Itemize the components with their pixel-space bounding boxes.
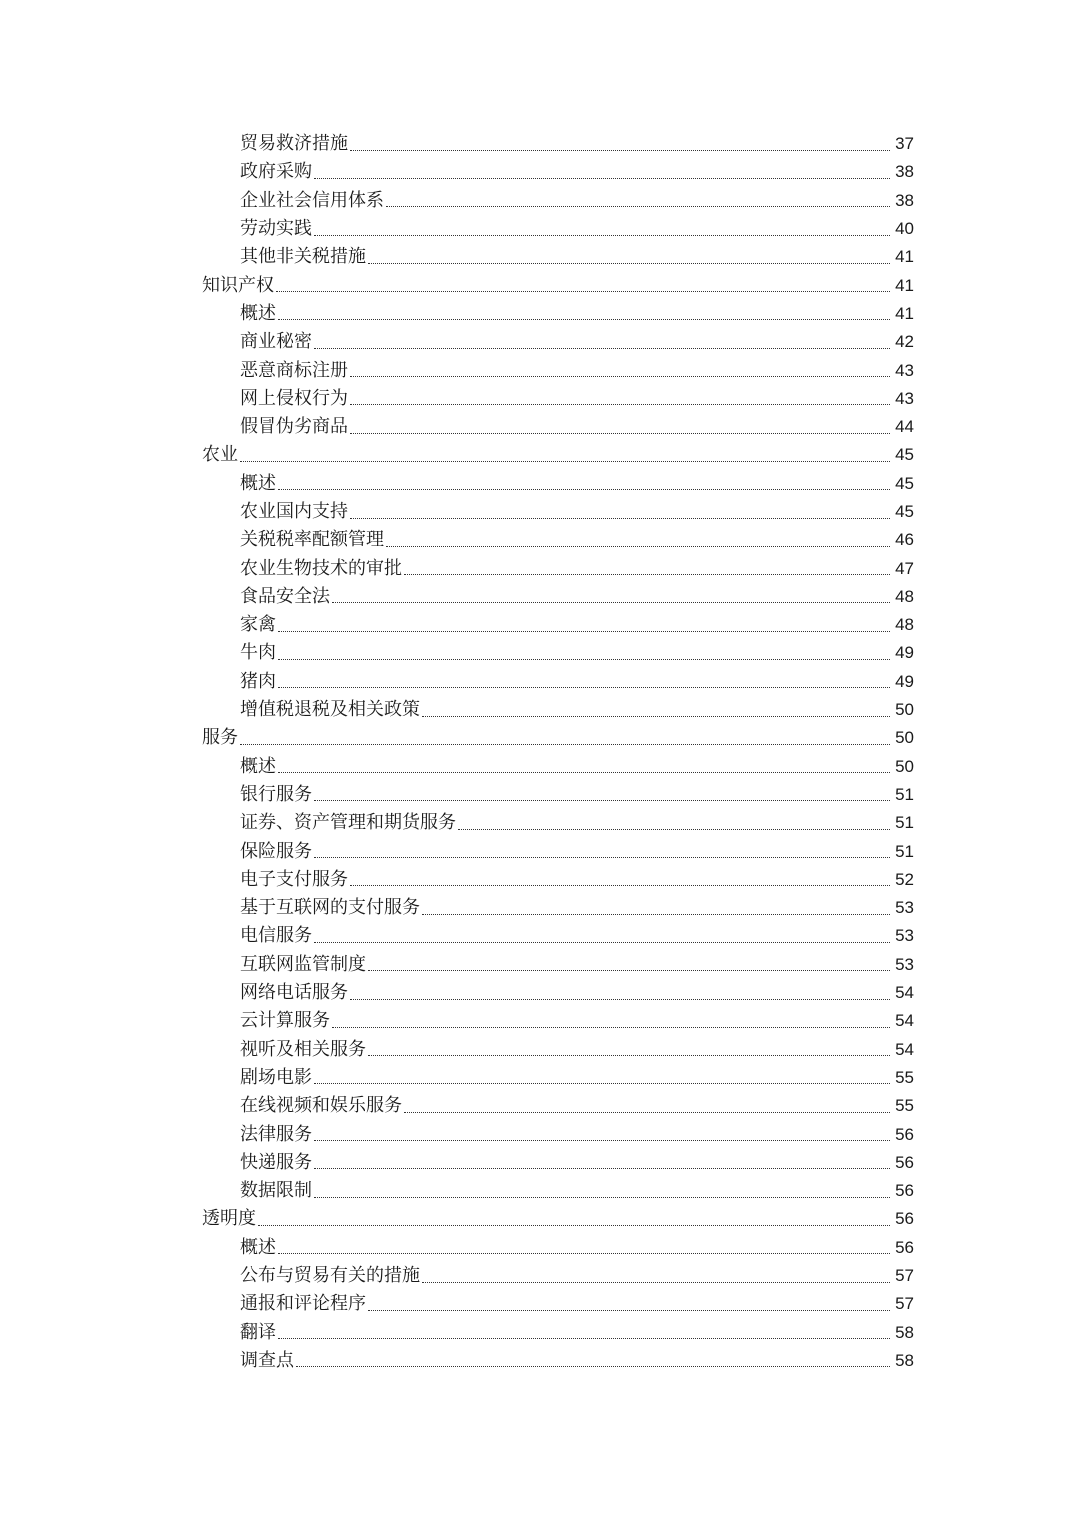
toc-entry-title: 法律服务 bbox=[240, 1123, 312, 1145]
toc-subsection-entry[interactable] bbox=[0, 1064, 1080, 1092]
toc-subsection-entry[interactable] bbox=[0, 1318, 1080, 1346]
toc-dot-leader bbox=[368, 1310, 890, 1311]
toc-entry-title: 概述 bbox=[240, 1236, 276, 1258]
toc-page-number: 49 bbox=[895, 643, 914, 663]
toc-page-number: 56 bbox=[895, 1181, 914, 1201]
toc-entry-title: 证券、资产管理和期货服务 bbox=[240, 812, 456, 834]
toc-page-number: 53 bbox=[895, 898, 914, 918]
toc-entry-title: 农业国内支持 bbox=[240, 501, 348, 522]
toc-subsection-entry[interactable] bbox=[0, 243, 1080, 271]
toc-entry-title: 恶意商标注册 bbox=[240, 359, 348, 381]
toc-page-number: 41 bbox=[895, 303, 914, 323]
table-of-contents bbox=[0, 130, 1080, 1375]
toc-subsection-entry[interactable] bbox=[0, 1092, 1080, 1120]
toc-subsection-entry[interactable] bbox=[0, 187, 1080, 215]
toc-dot-leader bbox=[314, 1168, 890, 1169]
toc-dot-leader bbox=[350, 404, 890, 405]
toc-page-number: 37 bbox=[895, 134, 914, 154]
toc-dot-leader bbox=[386, 206, 890, 207]
toc-dot-leader bbox=[404, 1112, 890, 1113]
toc-subsection-entry[interactable] bbox=[0, 951, 1080, 979]
toc-page-number: 45 bbox=[895, 445, 914, 465]
toc-dot-leader bbox=[278, 319, 890, 320]
toc-page-number: 48 bbox=[895, 586, 914, 606]
toc-dot-leader bbox=[314, 235, 890, 236]
toc-page-number: 40 bbox=[895, 219, 914, 239]
toc-page-number: 49 bbox=[895, 671, 914, 691]
toc-entry-title: 网上侵权行为 bbox=[240, 387, 348, 409]
toc-entry-title: 政府采购 bbox=[240, 161, 312, 183]
toc-dot-leader bbox=[278, 1253, 890, 1254]
toc-section-entry[interactable] bbox=[0, 441, 1080, 469]
toc-entry-title: 食品安全法 bbox=[240, 585, 330, 607]
toc-entry-title: 家禽 bbox=[240, 614, 276, 636]
toc-page-number: 47 bbox=[895, 558, 914, 578]
toc-subsection-entry[interactable] bbox=[0, 1347, 1080, 1375]
toc-entry-title: 服务 bbox=[202, 727, 238, 749]
toc-dot-leader bbox=[240, 744, 890, 745]
toc-subsection-entry[interactable] bbox=[0, 1036, 1080, 1064]
toc-page-number: 51 bbox=[895, 841, 914, 861]
toc-subsection-entry[interactable] bbox=[0, 979, 1080, 1007]
toc-entry-title: 假冒伪劣商品 bbox=[240, 416, 348, 438]
toc-page-number: 42 bbox=[895, 332, 914, 352]
toc-section-entry[interactable] bbox=[0, 724, 1080, 752]
toc-subsection-entry[interactable] bbox=[0, 668, 1080, 696]
toc-entry-title: 农业生物技术的审批 bbox=[240, 557, 402, 579]
toc-entry-title: 知识产权 bbox=[202, 274, 274, 296]
toc-page-number: 43 bbox=[895, 360, 914, 380]
toc-page-number: 38 bbox=[895, 162, 914, 182]
toc-page-number: 50 bbox=[895, 700, 914, 720]
toc-entry-title: 企业社会信用体系 bbox=[240, 189, 384, 211]
toc-dot-leader bbox=[332, 602, 890, 603]
toc-page-number: 45 bbox=[895, 473, 914, 493]
toc-page-number: 54 bbox=[895, 1011, 914, 1031]
toc-dot-leader bbox=[314, 348, 890, 349]
toc-subsection-entry[interactable] bbox=[0, 583, 1080, 611]
toc-entry-title: 调查点 bbox=[240, 1349, 294, 1371]
toc-entry-title: 翻译 bbox=[240, 1321, 276, 1343]
toc-entry-title: 概述 bbox=[240, 472, 276, 494]
toc-entry-title: 增值税退税及相关政策 bbox=[240, 699, 420, 721]
toc-subsection-entry[interactable] bbox=[0, 130, 1080, 158]
toc-subsection-entry[interactable] bbox=[0, 837, 1080, 865]
toc-page-number: 41 bbox=[895, 247, 914, 267]
toc-entry-title: 猪肉 bbox=[240, 670, 276, 692]
toc-dot-leader bbox=[350, 999, 890, 1000]
toc-dot-leader bbox=[314, 1140, 890, 1141]
toc-entry-title: 关税税率配额管理 bbox=[240, 529, 384, 551]
toc-entry-title: 剧场电影 bbox=[240, 1066, 312, 1088]
toc-dot-leader bbox=[278, 772, 890, 773]
toc-entry-title: 其他非关税措施 bbox=[240, 246, 366, 268]
toc-subsection-entry[interactable] bbox=[0, 526, 1080, 554]
toc-entry-title: 牛肉 bbox=[240, 642, 276, 664]
toc-page-number: 55 bbox=[895, 1096, 914, 1116]
toc-dot-leader bbox=[314, 942, 890, 943]
toc-subsection-entry[interactable] bbox=[0, 1262, 1080, 1290]
toc-entry-title: 视听及相关服务 bbox=[240, 1038, 366, 1060]
toc-entry-title: 农业 bbox=[202, 444, 238, 466]
toc-dot-leader bbox=[332, 1027, 890, 1028]
toc-page-number: 50 bbox=[895, 756, 914, 776]
toc-subsection-entry[interactable] bbox=[0, 1149, 1080, 1177]
toc-dot-leader bbox=[368, 970, 890, 971]
toc-page-number: 50 bbox=[895, 728, 914, 748]
toc-dot-leader bbox=[278, 687, 890, 688]
toc-entry-title: 劳动实践 bbox=[240, 218, 312, 240]
toc-dot-leader bbox=[404, 574, 890, 575]
toc-entry-title: 数据限制 bbox=[240, 1180, 312, 1202]
toc-entry-title: 快递服务 bbox=[240, 1151, 312, 1173]
toc-dot-leader bbox=[422, 1282, 890, 1283]
toc-entry-title: 商业秘密 bbox=[240, 331, 312, 353]
toc-page-number: 44 bbox=[895, 417, 914, 437]
toc-dot-leader bbox=[422, 914, 890, 915]
toc-subsection-entry[interactable] bbox=[0, 1177, 1080, 1205]
toc-entry-title: 网络电话服务 bbox=[240, 982, 348, 1004]
toc-entry-title: 云计算服务 bbox=[240, 1010, 330, 1032]
toc-dot-leader bbox=[240, 461, 890, 462]
toc-dot-leader bbox=[386, 546, 890, 547]
toc-page-number: 54 bbox=[895, 983, 914, 1003]
toc-entry-title: 概述 bbox=[240, 755, 276, 777]
toc-page-number: 56 bbox=[895, 1124, 914, 1144]
toc-subsection-entry[interactable] bbox=[0, 356, 1080, 384]
toc-dot-leader bbox=[278, 489, 890, 490]
toc-subsection-entry[interactable] bbox=[0, 1007, 1080, 1035]
toc-page-number: 54 bbox=[895, 1039, 914, 1059]
toc-page-number: 43 bbox=[895, 388, 914, 408]
toc-dot-leader bbox=[258, 1225, 890, 1226]
toc-subsection-entry[interactable] bbox=[0, 1234, 1080, 1262]
toc-dot-leader bbox=[350, 376, 890, 377]
toc-subsection-entry[interactable] bbox=[0, 498, 1080, 526]
toc-subsection-entry[interactable] bbox=[0, 413, 1080, 441]
toc-page-number: 38 bbox=[895, 190, 914, 210]
toc-subsection-entry[interactable] bbox=[0, 866, 1080, 894]
toc-entry-title: 透明度 bbox=[202, 1208, 256, 1230]
toc-dot-leader bbox=[350, 150, 890, 151]
toc-entry-title: 保险服务 bbox=[240, 840, 312, 862]
toc-entry-title: 基于互联网的支付服务 bbox=[240, 897, 420, 919]
toc-subsection-entry[interactable] bbox=[0, 385, 1080, 413]
toc-entry-title: 通报和评论程序 bbox=[240, 1293, 366, 1315]
toc-subsection-entry[interactable] bbox=[0, 215, 1080, 243]
toc-dot-leader bbox=[278, 1338, 890, 1339]
toc-page-number: 58 bbox=[895, 1322, 914, 1342]
toc-subsection-entry[interactable] bbox=[0, 894, 1080, 922]
toc-subsection-entry[interactable] bbox=[0, 696, 1080, 724]
toc-dot-leader bbox=[276, 291, 890, 292]
toc-entry-title: 公布与贸易有关的措施 bbox=[240, 1265, 420, 1287]
toc-dot-leader bbox=[314, 178, 890, 179]
toc-dot-leader bbox=[458, 829, 890, 830]
toc-page-number: 45 bbox=[895, 502, 914, 521]
toc-section-entry[interactable] bbox=[0, 271, 1080, 299]
toc-page-number: 51 bbox=[895, 813, 914, 833]
toc-entry-title: 概述 bbox=[240, 302, 276, 324]
toc-subsection-entry[interactable] bbox=[0, 1120, 1080, 1148]
toc-page-number: 56 bbox=[895, 1152, 914, 1172]
toc-page-number: 57 bbox=[895, 1266, 914, 1286]
toc-dot-leader bbox=[314, 1083, 890, 1084]
toc-subsection-entry[interactable] bbox=[0, 554, 1080, 582]
toc-dot-leader bbox=[314, 800, 890, 801]
toc-dot-leader bbox=[296, 1366, 890, 1367]
toc-entry-title: 电信服务 bbox=[240, 925, 312, 947]
toc-dot-leader bbox=[350, 885, 890, 886]
toc-page-number: 57 bbox=[895, 1294, 914, 1314]
toc-entry-title: 贸易救济措施 bbox=[240, 133, 348, 155]
toc-page-number: 53 bbox=[895, 926, 914, 946]
toc-subsection-entry[interactable] bbox=[0, 809, 1080, 837]
toc-entry-title: 在线视频和娱乐服务 bbox=[240, 1095, 402, 1117]
toc-page-number: 52 bbox=[895, 869, 914, 889]
toc-page-number: 58 bbox=[895, 1350, 914, 1370]
toc-subsection-entry[interactable] bbox=[0, 328, 1080, 356]
toc-dot-leader bbox=[368, 1055, 890, 1056]
toc-entry-title: 银行服务 bbox=[240, 783, 312, 805]
toc-dot-leader bbox=[314, 1197, 890, 1198]
toc-dot-leader bbox=[278, 659, 890, 660]
toc-section-entry[interactable] bbox=[0, 1205, 1080, 1233]
toc-dot-leader bbox=[368, 263, 890, 264]
toc-dot-leader bbox=[278, 631, 890, 632]
toc-entry-title: 互联网监管制度 bbox=[240, 953, 366, 975]
toc-page-number: 55 bbox=[895, 1067, 914, 1087]
toc-subsection-entry[interactable] bbox=[0, 158, 1080, 186]
toc-entry-title: 电子支付服务 bbox=[240, 868, 348, 890]
toc-page-number: 51 bbox=[895, 784, 914, 804]
toc-page-number: 56 bbox=[895, 1209, 914, 1229]
toc-page-number: 41 bbox=[895, 275, 914, 295]
toc-dot-leader bbox=[350, 433, 890, 434]
toc-subsection-entry[interactable] bbox=[0, 753, 1080, 781]
toc-dot-leader bbox=[422, 716, 890, 717]
toc-page-number: 53 bbox=[895, 954, 914, 974]
toc-subsection-entry[interactable] bbox=[0, 611, 1080, 639]
toc-page-number: 48 bbox=[895, 615, 914, 635]
toc-subsection-entry[interactable] bbox=[0, 781, 1080, 809]
toc-dot-leader bbox=[314, 857, 890, 858]
toc-subsection-entry[interactable] bbox=[0, 1290, 1080, 1318]
toc-subsection-entry[interactable] bbox=[0, 470, 1080, 498]
toc-subsection-entry[interactable] bbox=[0, 922, 1080, 950]
toc-page-number: 56 bbox=[895, 1237, 914, 1257]
toc-subsection-entry[interactable] bbox=[0, 639, 1080, 667]
toc-page-number: 46 bbox=[895, 530, 914, 550]
toc-dot-leader bbox=[350, 518, 890, 519]
toc-subsection-entry[interactable] bbox=[0, 300, 1080, 328]
